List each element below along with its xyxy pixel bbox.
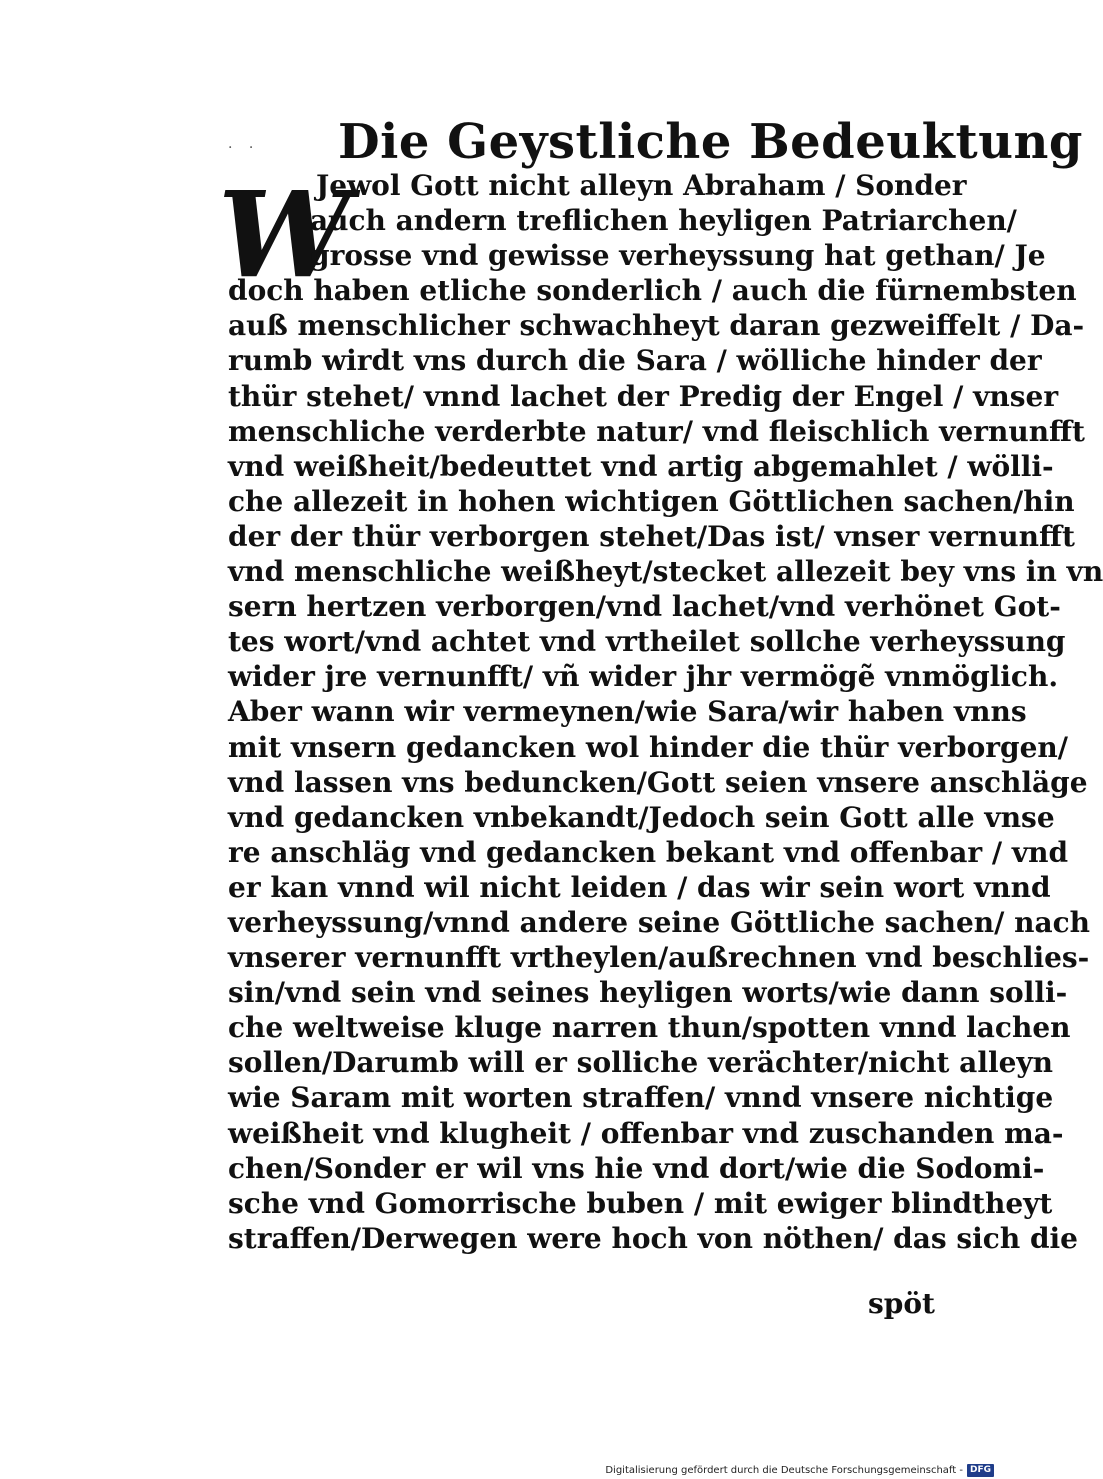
- text-line: straffen/Derwegen were hoch von nöthen/ das sich die: [228, 1221, 1078, 1255]
- text-line: verheyssung/vnnd andere seine Göttliche sachen/ nach: [228, 905, 1091, 939]
- text-line: vnd gedancken vnbekandt/Jedoch sein Gott alle vnse: [228, 800, 1055, 834]
- text-line: Aber wann wir vermeynen/wie Sara/wir haben vnns: [228, 695, 1027, 729]
- text-line: doch haben etliche sonderlich / auch die fürnembsten: [228, 274, 1077, 308]
- text-line: weißheit vnd klugheit / offenbar vnd zuschanden ma-: [228, 1116, 1064, 1150]
- text-line: vnd lassen vns beduncken/Gott seien vnsere anschläge: [228, 765, 1088, 799]
- running-head: Die Geystliche Bedeuktung: [338, 114, 1083, 170]
- text-line: chen/Sonder er wil vns hie vnd dort/wie die Sodomi-: [228, 1151, 1045, 1185]
- dfg-logo-icon: DFG: [967, 1464, 994, 1477]
- text-line: wider jre vernunfft/ vñ wider jhr vermögẽ vnmöglich.: [228, 660, 1059, 694]
- text-line: che allezeit in hohen wichtigen Göttlichen sachen/hin: [228, 484, 1075, 518]
- catchword: spöt: [868, 1287, 935, 1320]
- text-line: sin/vnd sein vnd seines heyligen worts/wie dann solli-: [228, 976, 1068, 1010]
- text-line: grosse vnd gewisse verheyssung hat gethan/ Je: [310, 239, 1046, 273]
- body-text: [228, 168, 1103, 1256]
- text-line: che weltweise kluge narren thun/spotten vnnd lachen: [228, 1011, 1071, 1045]
- text-line: der der thür verborgen stehet/Das ist/ vnser vernunfft: [228, 519, 1075, 553]
- text-line: auß menschlicher schwachheyt daran gezweiffelt / Da-: [228, 309, 1085, 343]
- text-line: sern hertzen verborgen/vnd lachet/vnd verhönet Got-: [228, 590, 1061, 624]
- credit-text: Digitalisierung gefördert durch die Deutsche Forschungsgemeinschaft -: [605, 1464, 963, 1476]
- text-line: er kan vnnd wil nicht leiden / das wir sein wort vnnd: [228, 870, 1051, 904]
- digitization-credit: [605, 1461, 1000, 1479]
- text-line: wie Saram mit worten straffen/ vnnd vnsere nichtige: [228, 1081, 1054, 1115]
- text-line: menschliche verderbte natur/ vnd fleischlich vernunfft: [228, 414, 1085, 448]
- text-line: vnd weißheit/bedeuttet vnd artig abgemahlet / wölli-: [228, 449, 1054, 483]
- text-line: thür stehet/ vnnd lachet der Predig der Engel / vnser: [228, 379, 1059, 413]
- text-line: mit vnsern gedancken wol hinder die thür verborgen/: [228, 730, 1068, 764]
- text-line: sollen/Darumb will er solliche verächter/nicht alleyn: [228, 1046, 1054, 1080]
- print-specks: · ·: [228, 140, 260, 156]
- text-line: vnserer vernunfft vrtheylen/außrechnen vnd beschlies-: [228, 941, 1090, 975]
- text-line: rumb wirdt vns durch die Sara / wölliche hinder der: [228, 344, 1042, 378]
- text-line: auch andern treflichen heyligen Patriarchen/: [310, 204, 1017, 238]
- text-line: Jewol Gott nicht alleyn Abraham / Sonder: [316, 169, 967, 202]
- text-line: re anschläg vnd gedancken bekant vnd offenbar / vnd: [228, 835, 1069, 869]
- text-line: sche vnd Gomorrische buben / mit ewiger blindtheyt: [228, 1186, 1053, 1220]
- drop-cap: W: [218, 165, 351, 304]
- text-line: vnd menschliche weißheyt/stecket allezeit bey vns in vn: [228, 555, 1103, 589]
- text-line: tes wort/vnd achtet vnd vrtheilet sollche verheyssung: [228, 625, 1066, 659]
